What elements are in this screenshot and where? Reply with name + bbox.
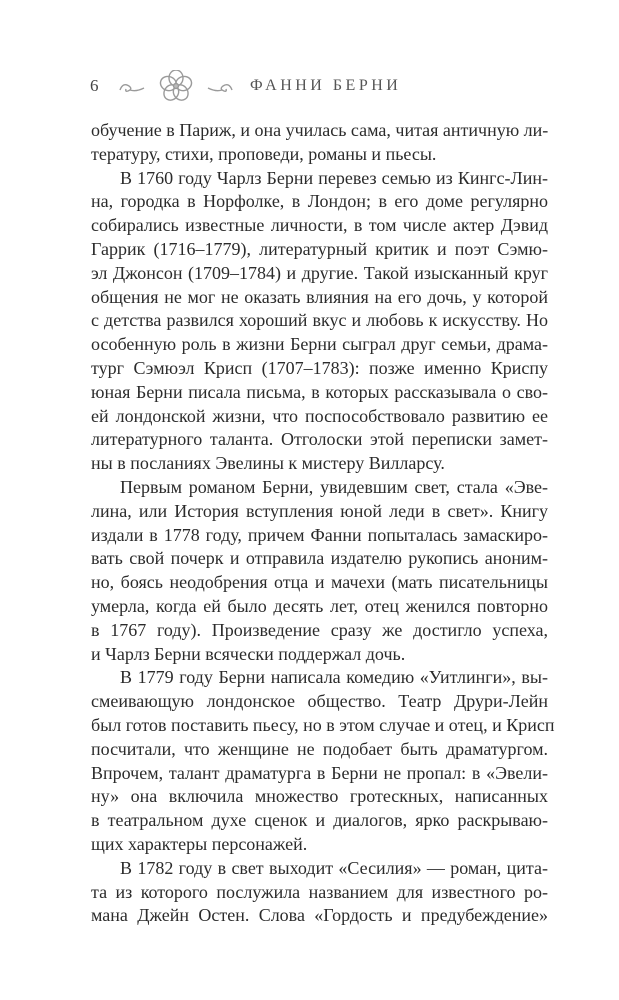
text-line: на, городка в Норфолке, в Лондон; в его доме регулярно bbox=[91, 191, 548, 212]
running-header bbox=[90, 70, 401, 102]
paragraph bbox=[91, 476, 548, 666]
text-line: общения не мог не оказать влияния на его дочь, у которой bbox=[91, 286, 548, 307]
text-line: умерла, когда ей было десять лет, отец женился повторно bbox=[91, 595, 548, 616]
text-line: мана Джейн Остен. Слова «Гордость и предубеждение» bbox=[91, 905, 548, 926]
paragraph bbox=[91, 666, 555, 856]
text-line: литературного таланта. Отголоски этой переписки замет- bbox=[91, 429, 548, 450]
page-number: 6 bbox=[90, 76, 99, 95]
text-line: смеивающую лондонское общество. Театр Друри-Лейн bbox=[91, 691, 548, 712]
paragraph bbox=[91, 167, 548, 476]
text-line: вать свой почерк и отправила издателю рукопись аноним- bbox=[91, 548, 548, 569]
text-line: юная Берни писала письма, в которых рассказывала о сво- bbox=[91, 381, 548, 402]
text-line: тург Сэмюэл Крисп (1707–1783): позже именно Криспу bbox=[91, 357, 548, 378]
text-line: ны в посланиях Эвелины к мистеру Вилларсу. bbox=[91, 453, 445, 474]
paragraph bbox=[91, 119, 548, 167]
paragraph bbox=[91, 857, 548, 928]
text-line: В 1779 году Берни написала комедию «Уитлинги», вы- bbox=[120, 667, 548, 688]
text-line: В 1760 году Чарлз Берни перевез семью из Кингс-Лин- bbox=[120, 167, 548, 188]
text-line: эл Джонсон (1709–1784) и другие. Такой изысканный круг bbox=[91, 262, 548, 283]
text-line: ей лондонской жизни, что поспособствовало развитию ее bbox=[91, 405, 548, 426]
text-line: обучение в Париж, и она училась сама, читая античную ли- bbox=[91, 120, 549, 140]
text-line: щих характеры персонажей. bbox=[91, 833, 308, 854]
text-line: особенную роль в жизни Берни сыграл друг семьи, драма- bbox=[91, 334, 548, 355]
text-line: собирались известные личности, в том числе актер Дэвид bbox=[91, 215, 548, 236]
text-line: и Чарлз Берни всячески поддержал дочь. bbox=[91, 643, 406, 664]
text-line: лина, или История вступления юной леди в свет». Книгу bbox=[91, 500, 548, 521]
text-line: в театральном духе сценок и диалогов, ярко раскрываю- bbox=[91, 810, 548, 831]
text-line: Гаррик (1716–1779), литературный критик и поэт Сэмю- bbox=[91, 238, 548, 259]
text-line: Первым романом Берни, увидевшим свет, стала «Эве- bbox=[120, 476, 548, 497]
body-text bbox=[91, 119, 555, 928]
running-title: ФАННИ БЕРНИ bbox=[250, 77, 402, 94]
text-line: та из которого послужила названием для известного ро- bbox=[91, 881, 548, 902]
text-line: посчитали, что женщине не подобает быть драматургом. bbox=[91, 738, 548, 759]
text-line: но, боясь неодобрения отца и мачехи (мать писательницы bbox=[91, 572, 548, 593]
text-line: был готов поставить пьесу, но в этом случае и отец, и Крисп bbox=[91, 714, 555, 735]
text-line: тературу, стихи, проповеди, романы и пьесы. bbox=[91, 143, 437, 164]
text-line: в 1767 году). Произведение сразу же достигло успеха, bbox=[91, 619, 548, 640]
text-line: ну» она включила множество гротескных, написанных bbox=[91, 786, 548, 807]
text-line: Впрочем, талант драматурга в Берни не пропал: в «Эвели- bbox=[91, 762, 548, 783]
text-line: издали в 1778 году, причем Фанни попыталась замаскиро- bbox=[91, 524, 548, 545]
text-line: В 1782 году в свет выходит «Сесилия» — роман, цита- bbox=[120, 857, 548, 878]
flower-ornament-icon bbox=[116, 70, 236, 102]
text-line: с детства развился хороший вкус и любовь к искусству. Но bbox=[91, 310, 548, 331]
